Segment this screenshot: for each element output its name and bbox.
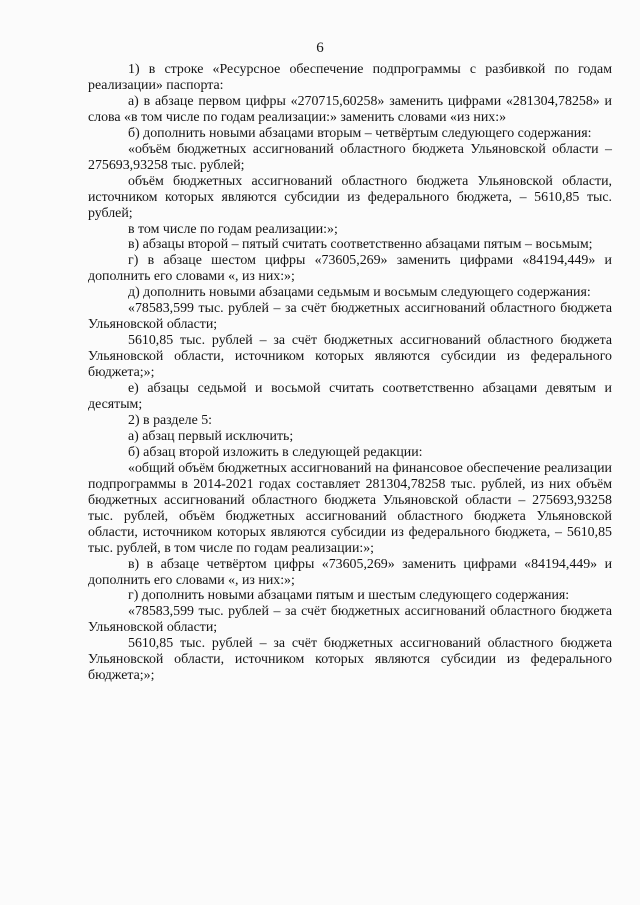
paragraph: 5610,85 тыс. рублей – за счёт бюджетных ассигнований областного бюджета Ульяновской области, источником которых являются субсидии из федерального бюджета;»; bbox=[88, 636, 612, 684]
paragraph: а) в абзаце первом цифры «270715,60258» заменить цифрами «281304,78258» и слова «в том числе по годам реализации:» заменить словами «из них:» bbox=[88, 93, 612, 125]
paragraph: «объём бюджетных ассигнований областного бюджета Ульяновской области – 275693,93258 тыс. рублей; bbox=[88, 141, 612, 173]
paragraph: б) дополнить новыми абзацами вторым – четвёртым следующего содержания: bbox=[128, 125, 592, 141]
paragraph: 5610,85 тыс. рублей – за счёт бюджетных ассигнований областного бюджета Ульяновской области, источником которых являются субсидии из федерального бюджета;»; bbox=[88, 333, 612, 381]
paragraph: «общий объём бюджетных ассигнований на финансовое обеспечение реализации подпрограммы в 2014-2021 годах составляет 281304,78258 тыс. рублей, из них объём бюджетных ассигнований областного бюджета Ульяновской области – 275693,93258 тыс. рублей, объём бюджетных ассигнований областного бюджета Ульяновской области, источником которых являются субсидии из федерального бюджета, – 5610,85 тыс. рублей, в том числе по годам реализации:»; bbox=[88, 460, 612, 556]
paragraph: д) дополнить новыми абзацами седьмым и восьмым следующего содержания: bbox=[128, 285, 591, 301]
paragraph: «78583,599 тыс. рублей – за счёт бюджетных ассигнований областного бюджета Ульяновской области; bbox=[88, 301, 612, 333]
paragraph: «78583,599 тыс. рублей – за счёт бюджетных ассигнований областного бюджета Ульяновской области; bbox=[88, 604, 612, 636]
paragraph: в) абзацы второй – пятый считать соответственно абзацами пятым – восьмым; bbox=[128, 237, 593, 253]
paragraph: объём бюджетных ассигнований областного бюджета Ульяновской области, источником которых являются субсидии из федерального бюджета, – 5610,85 тыс. рублей; bbox=[88, 173, 612, 221]
paragraph: в том числе по годам реализации:»; bbox=[128, 221, 338, 237]
paragraph: 2) в разделе 5: bbox=[128, 412, 213, 428]
paragraph: б) абзац второй изложить в следующей редакции: bbox=[128, 444, 423, 460]
paragraph: в) в абзаце четвёртом цифры «73605,269» заменить цифрами «84194,449» и дополнить его словами «, из них:»; bbox=[88, 556, 612, 588]
page-number: 6 bbox=[316, 40, 324, 56]
paragraph: е) абзацы седьмой и восьмой считать соответственно абзацами девятым и десятым; bbox=[88, 381, 612, 413]
paragraph: 1) в строке «Ресурсное обеспечение подпрограммы с разбивкой по годам реализации» паспорта: bbox=[88, 62, 612, 93]
document-body bbox=[88, 62, 612, 684]
paragraph: г) в абзаце шестом цифры «73605,269» заменить цифрами «84194,449» и дополнить его словами «, из них:»; bbox=[88, 253, 612, 285]
paragraph: г) дополнить новыми абзацами пятым и шестым следующего содержания: bbox=[128, 588, 570, 604]
paragraph: а) абзац первый исключить; bbox=[128, 428, 294, 444]
